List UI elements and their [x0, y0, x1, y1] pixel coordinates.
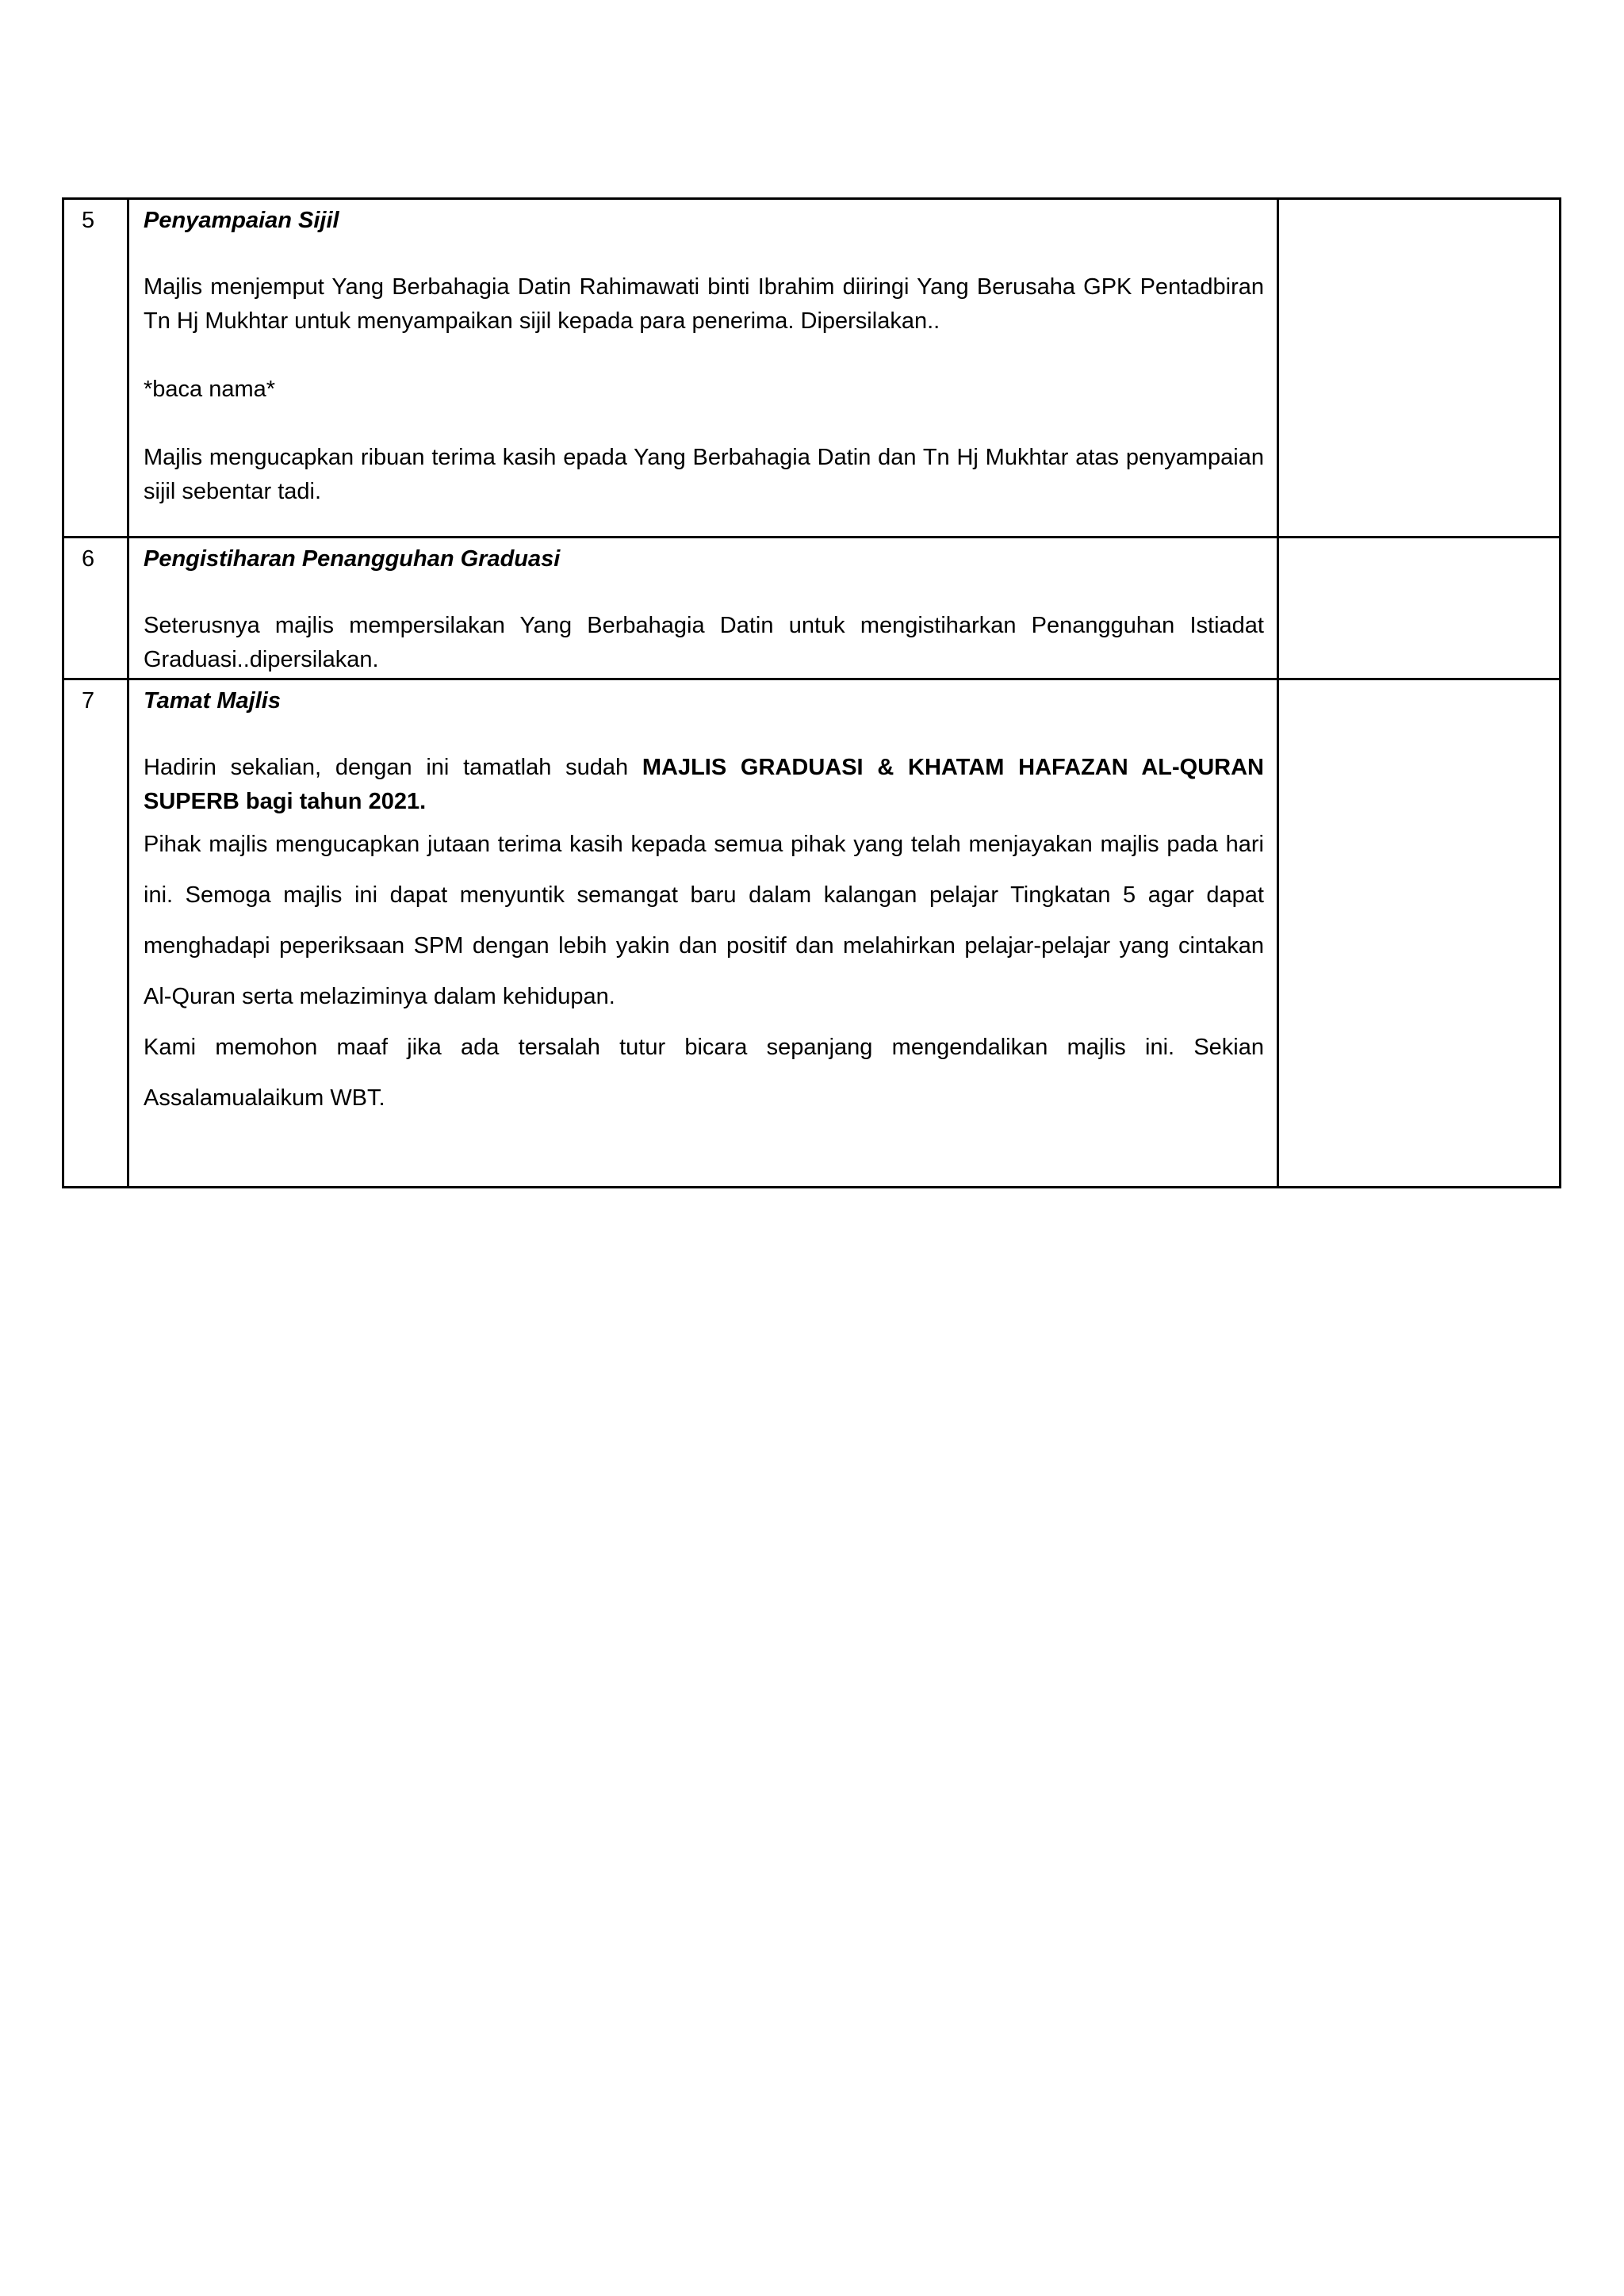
row-number: 6 [63, 538, 128, 679]
event-name: MAJLIS GRADUASI & KHATAM HAFAZAN AL-QURAN SUPERB bagi tahun 2021. [144, 755, 1264, 814]
row-title: Tamat Majlis [144, 688, 281, 714]
row-title: Penyampaian Sijil [144, 208, 339, 233]
paragraph [144, 751, 1264, 819]
paragraph: *baca nama* [144, 377, 276, 402]
table-row [63, 679, 1561, 1188]
paragraph: Kami memohon maaf jika ada tersalah tutur bicara sepanjang mengendalikan majlis ini. Sekian Assalamualaikum WBT. [144, 1035, 1264, 1111]
notes-cell [1278, 199, 1561, 538]
paragraph-text: Hadirin sekalian, dengan ini tamatlah sudah [144, 755, 642, 780]
row-title: Pengistiharan Penangguhan Graduasi [144, 546, 561, 572]
row-content [128, 199, 1278, 538]
notes-cell [1278, 679, 1561, 1188]
table-row [63, 199, 1561, 538]
paragraph: Majlis menjemput Yang Berbahagia Datin Rahimawati binti Ibrahim diiringi Yang Berusaha GPK Pentadbiran Tn Hj Mukhtar untuk menyampaikan sijil kepada para penerima. Dipersilakan.. [144, 274, 1264, 334]
table-row [63, 538, 1561, 679]
program-table [62, 197, 1561, 1188]
paragraph: Seterusnya majlis mempersilakan Yang Berbahagia Datin untuk mengistiharkan Penangguhan Istiadat Graduasi..dipersilakan. [144, 613, 1264, 672]
row-number: 5 [63, 199, 128, 538]
row-content [128, 538, 1278, 679]
row-content [128, 679, 1278, 1188]
paragraph: Pihak majlis mengucapkan jutaan terima kasih kepada semua pihak yang telah menjayakan majlis pada hari ini. Semoga majlis ini dapat menyuntik semangat baru dalam kalangan pelajar Tingkatan 5 agar dapat menghadapi peperiksaan SPM dengan lebih yakin dan positif dan melahirkan pelajar-pelajar yang cintakan Al-Quran serta melaziminya dalam kehidupan. [144, 832, 1264, 1009]
paragraph: Majlis mengucapkan ribuan terima kasih epada Yang Berbahagia Datin dan Tn Hj Mukhtar atas penyampaian sijil sebentar tadi. [144, 445, 1264, 504]
row-number: 7 [63, 679, 128, 1188]
notes-cell [1278, 538, 1561, 679]
